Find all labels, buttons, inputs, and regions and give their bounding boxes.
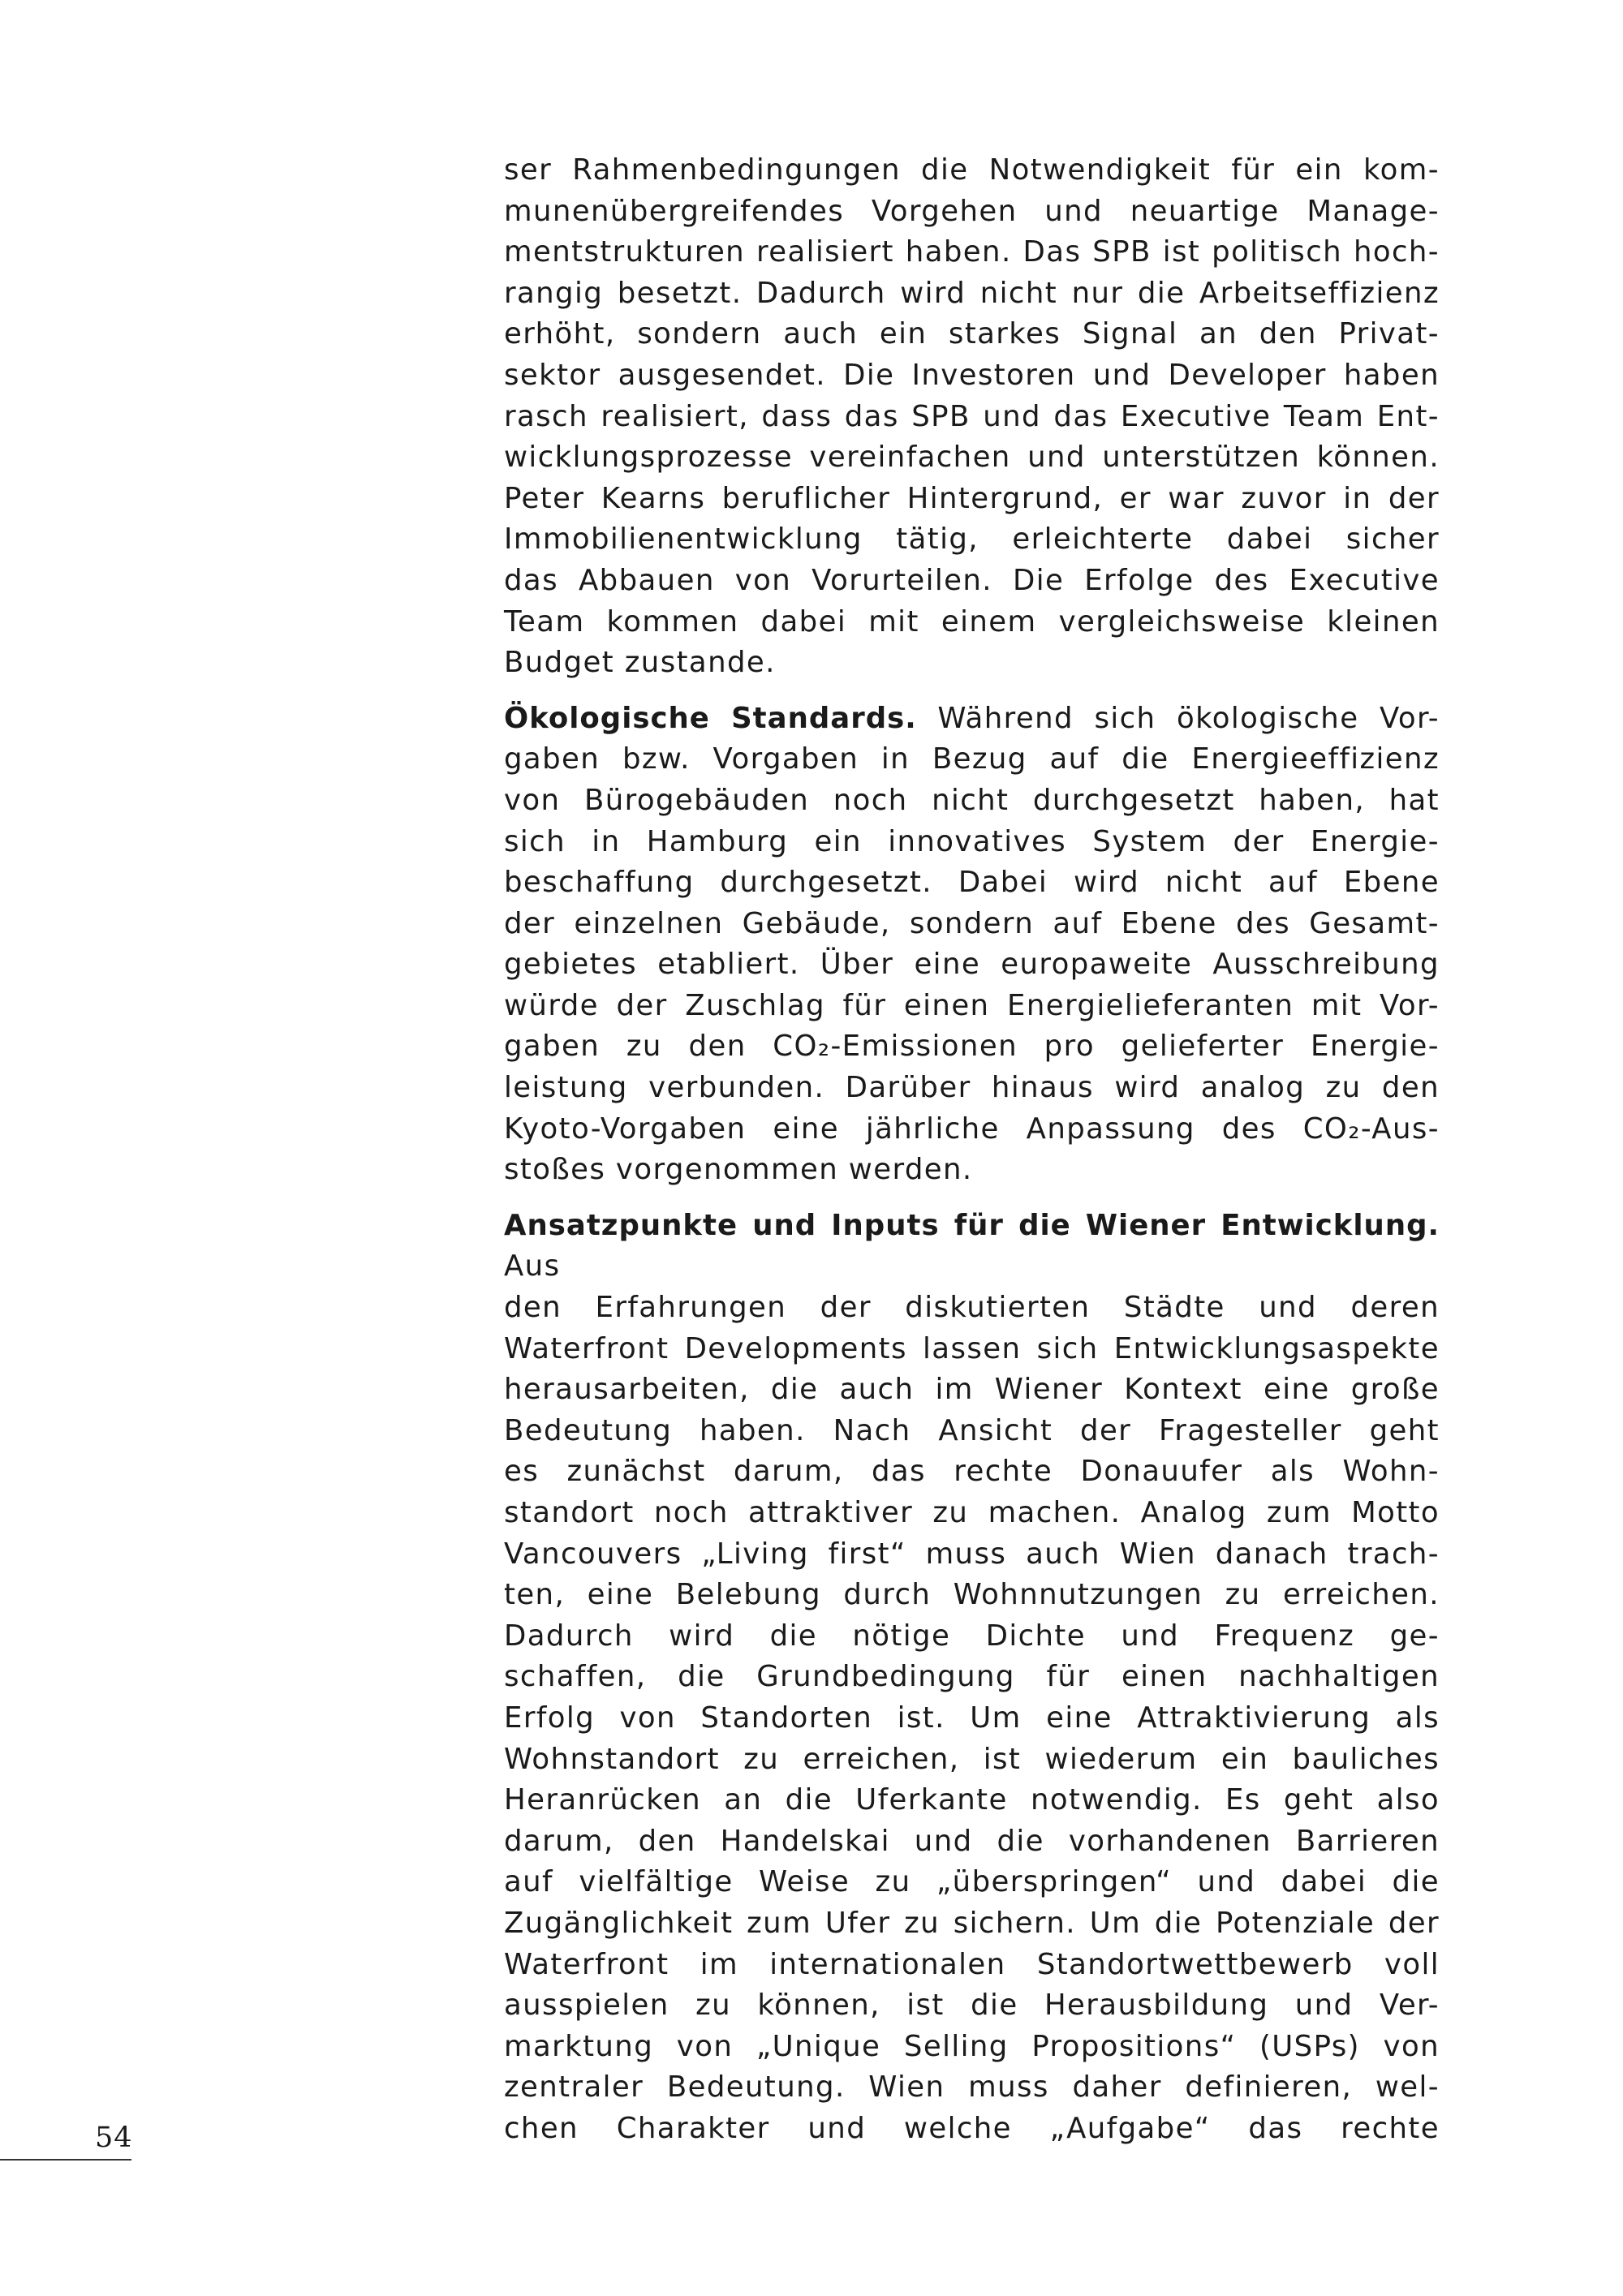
- section-heading: Ökologische Standards.: [504, 701, 917, 735]
- paragraph-line: der einzelnen Gebäude, sondern auf Ebene des Gesamt-: [504, 906, 1440, 940]
- paragraph-line: Dadurch wird die nötige Dichte und Frequenz ge-: [504, 1619, 1440, 1653]
- paragraph-line: würde der Zuschlag für einen Energielieferanten mit Vor-: [504, 988, 1440, 1022]
- paragraph-line: Wohnstandort zu erreichen, ist wiederum ein bauliches: [504, 1742, 1440, 1776]
- paragraph-line: erhöht, sondern auch ein starkes Signal an den Privat-: [504, 317, 1440, 351]
- paragraph-line: Vancouvers „Living first“ muss auch Wien danach trach-: [504, 1537, 1440, 1571]
- paragraph-line: Heranrücken an die Uferkante notwendig. Es geht also: [504, 1783, 1440, 1817]
- paragraph-line: munenübergreifendes Vorgehen und neuartige Manage-: [504, 194, 1440, 228]
- paragraph-line: Peter Kearns beruflicher Hintergrund, er war zuvor in der: [504, 481, 1440, 515]
- paragraph-line: Kyoto-Vorgaben eine jährliche Anpassung des CO₂-Aus-: [504, 1111, 1440, 1146]
- paragraph-line: ausspielen zu können, ist die Herausbildung und Ver-: [504, 1989, 1440, 2023]
- paragraph-line: ten, eine Belebung durch Wohnnutzungen zu erreichen.: [504, 1578, 1440, 1612]
- page-number: 54: [95, 2122, 133, 2154]
- paragraph-1: [504, 150, 1440, 684]
- paragraph-3: [504, 1206, 1440, 2150]
- paragraph-line: Waterfront im internationalen Standortwettbewerb voll: [504, 1947, 1440, 1981]
- paragraph-line: [504, 699, 1440, 740]
- paragraph-line: Immobilienentwicklung tätig, erleichterte dabei sicher: [504, 522, 1440, 557]
- paragraph-line: auf vielfältige Weise zu „überspringen“ und dabei die: [504, 1865, 1440, 1899]
- page-number-rule: [0, 2159, 131, 2161]
- paragraph-line: darum, den Handelskai und die vorhandenen Barrieren: [504, 1824, 1440, 1858]
- paragraph-line: Zugänglichkeit zum Ufer zu sichern. Um die Potenziale der: [504, 1906, 1440, 1940]
- paragraph-line: zentraler Bedeutung. Wien muss daher definieren, wel-: [504, 2070, 1440, 2105]
- paragraph-line: gaben zu den CO₂-Emissionen pro gelieferter Energie-: [504, 1030, 1440, 1064]
- text-column: [504, 150, 1440, 2165]
- paragraph-line: gebietes etabliert. Über eine europaweite Ausschreibung: [504, 948, 1440, 982]
- paragraph-line: es zunächst darum, das rechte Donauufer als Wohn-: [504, 1455, 1440, 1489]
- paragraph-line: schaffen, die Grundbedingung für einen nachhaltigen: [504, 1660, 1440, 1694]
- paragraph-line: Bedeutung haben. Nach Ansicht der Fragesteller geht: [504, 1413, 1440, 1447]
- paragraph-line: Budget zustande.: [504, 646, 776, 680]
- paragraph-line: das Abbauen von Vorurteilen. Die Erfolge des Executive: [504, 563, 1440, 597]
- paragraph-line: standort noch attraktiver zu machen. Analog zum Motto: [504, 1496, 1440, 1529]
- paragraph-line: leistung verbunden. Darüber hinaus wird analog zu den: [504, 1071, 1440, 1105]
- section-heading: Ansatzpunkte und Inputs für die Wiener Entwicklung.: [504, 1208, 1440, 1242]
- paragraph-line: stoßes vorgenommen werden.: [504, 1153, 973, 1187]
- heading-line-rest: Aus: [504, 1249, 561, 1283]
- paragraph-line: mentstrukturen realisiert haben. Das SPB ist politisch hoch-: [504, 235, 1440, 269]
- heading-line-rest: Während sich ökologische Vor-: [916, 701, 1440, 735]
- paragraph-line: wicklungsprozesse vereinfachen und unterstützen können.: [504, 441, 1440, 475]
- paragraph-line: [504, 1206, 1440, 1288]
- paragraph-line: Erfolg von Standorten ist. Um eine Attraktivierung als: [504, 1701, 1440, 1735]
- paragraph-line: sich in Hamburg ein innovatives System der Energie-: [504, 824, 1440, 858]
- paragraph-line: sektor ausgesendet. Die Investoren und Developer haben: [504, 358, 1440, 392]
- paragraph-line: den Erfahrungen der diskutierten Städte und deren: [504, 1291, 1440, 1325]
- paragraph-line: herausarbeiten, die auch im Wiener Kontext eine große: [504, 1373, 1440, 1407]
- paragraph-line: von Bürogebäuden noch nicht durchgesetzt haben, hat: [504, 783, 1440, 817]
- paragraph-line: rangig besetzt. Dadurch wird nicht nur die Arbeitseffizienz: [504, 276, 1440, 310]
- paragraph-line: Team kommen dabei mit einem vergleichsweise kleinen: [504, 604, 1440, 638]
- paragraph-line: beschaffung durchgesetzt. Dabei wird nicht auf Ebene: [504, 866, 1440, 900]
- paragraph-line: chen Charakter und welche „Aufgabe“ das rechte: [504, 2111, 1440, 2145]
- paragraph-line: gaben bzw. Vorgaben in Bezug auf die Energieeffizienz: [504, 742, 1440, 776]
- paragraph-2: [504, 699, 1440, 1191]
- paragraph-line: ser Rahmenbedingungen die Notwendigkeit für ein kom-: [504, 153, 1440, 187]
- paragraph-line: rasch realisiert, dass das SPB und das Executive Team Ent-: [504, 399, 1440, 433]
- paragraph-line: Waterfront Developments lassen sich Entwicklungsaspekte: [504, 1331, 1440, 1365]
- paragraph-line: marktung von „Unique Selling Propositions“ (USPs) von: [504, 2029, 1440, 2063]
